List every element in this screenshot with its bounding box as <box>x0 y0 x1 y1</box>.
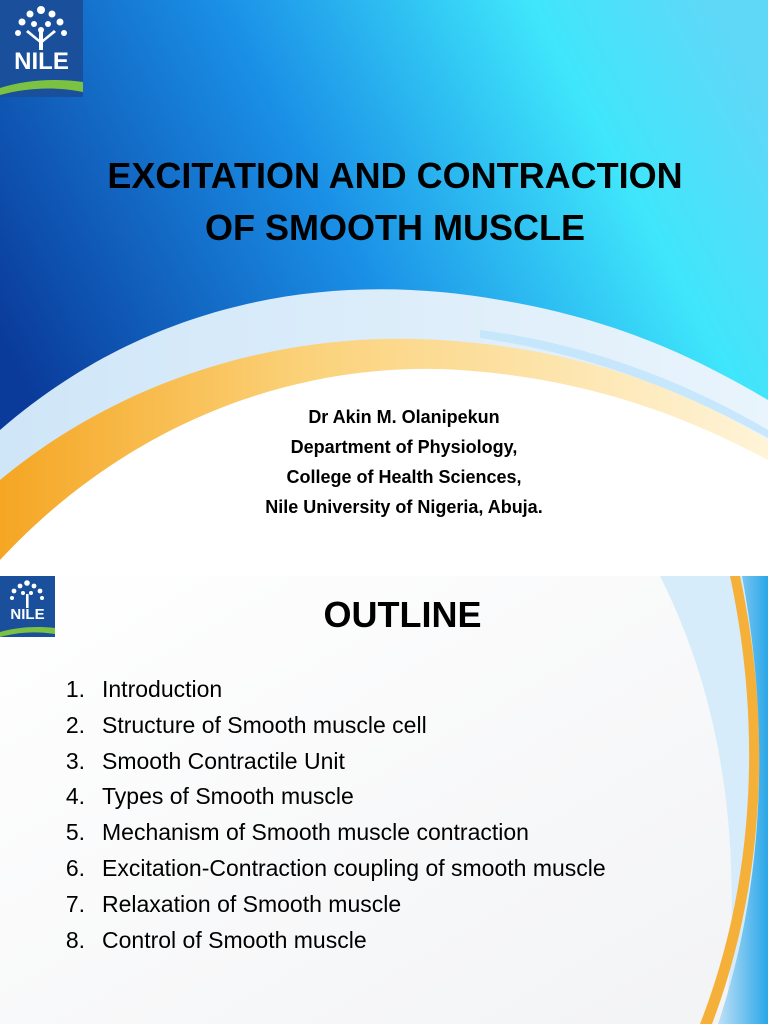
nile-logo-small <box>0 576 55 637</box>
author-college: College of Health Sciences, <box>286 467 522 487</box>
title-line-1: EXCITATION AND CONTRACTION <box>107 155 683 196</box>
list-number: 5. <box>65 819 85 846</box>
list-item <box>40 851 606 887</box>
list-item <box>40 708 606 744</box>
list-number: 3. <box>65 747 85 774</box>
list-number: 6. <box>65 854 85 881</box>
list-text: Mechanism of Smooth muscle contraction <box>102 819 529 846</box>
list-item <box>40 779 606 815</box>
presentation-title <box>40 150 750 254</box>
list-text: Control of Smooth muscle <box>102 926 367 953</box>
list-number: 7. <box>65 890 85 917</box>
list-text: Structure of Smooth muscle cell <box>102 711 427 738</box>
author-department: Department of Physiology, <box>290 437 518 457</box>
outline-list <box>40 672 606 958</box>
list-text: Relaxation of Smooth muscle <box>102 890 402 917</box>
list-number: 4. <box>65 783 85 810</box>
author-name: Dr Akin M. Olanipekun <box>308 407 500 427</box>
list-item <box>40 672 606 708</box>
logo-text: NILE <box>10 606 45 623</box>
list-item <box>40 815 606 851</box>
list-item <box>40 887 606 923</box>
outline-slide <box>0 576 768 1024</box>
list-number: 2. <box>65 711 85 738</box>
list-item <box>40 744 606 780</box>
author-university: Nile University of Nigeria, Abuja. <box>265 497 543 517</box>
list-text: Smooth Contractile Unit <box>102 747 345 774</box>
list-text: Types of Smooth muscle <box>102 783 354 810</box>
logo-text: NILE <box>14 48 69 75</box>
author-block <box>150 402 658 522</box>
list-text: Introduction <box>102 676 223 702</box>
outline-heading: OUTLINE <box>323 594 482 635</box>
list-text: Excitation-Contraction coupling of smooth muscle <box>102 854 606 881</box>
title-line-2: OF SMOOTH MUSCLE <box>205 207 585 248</box>
list-number: 1. <box>65 676 85 702</box>
list-number: 8. <box>65 926 85 953</box>
list-item <box>40 923 606 959</box>
nile-logo <box>0 0 83 97</box>
